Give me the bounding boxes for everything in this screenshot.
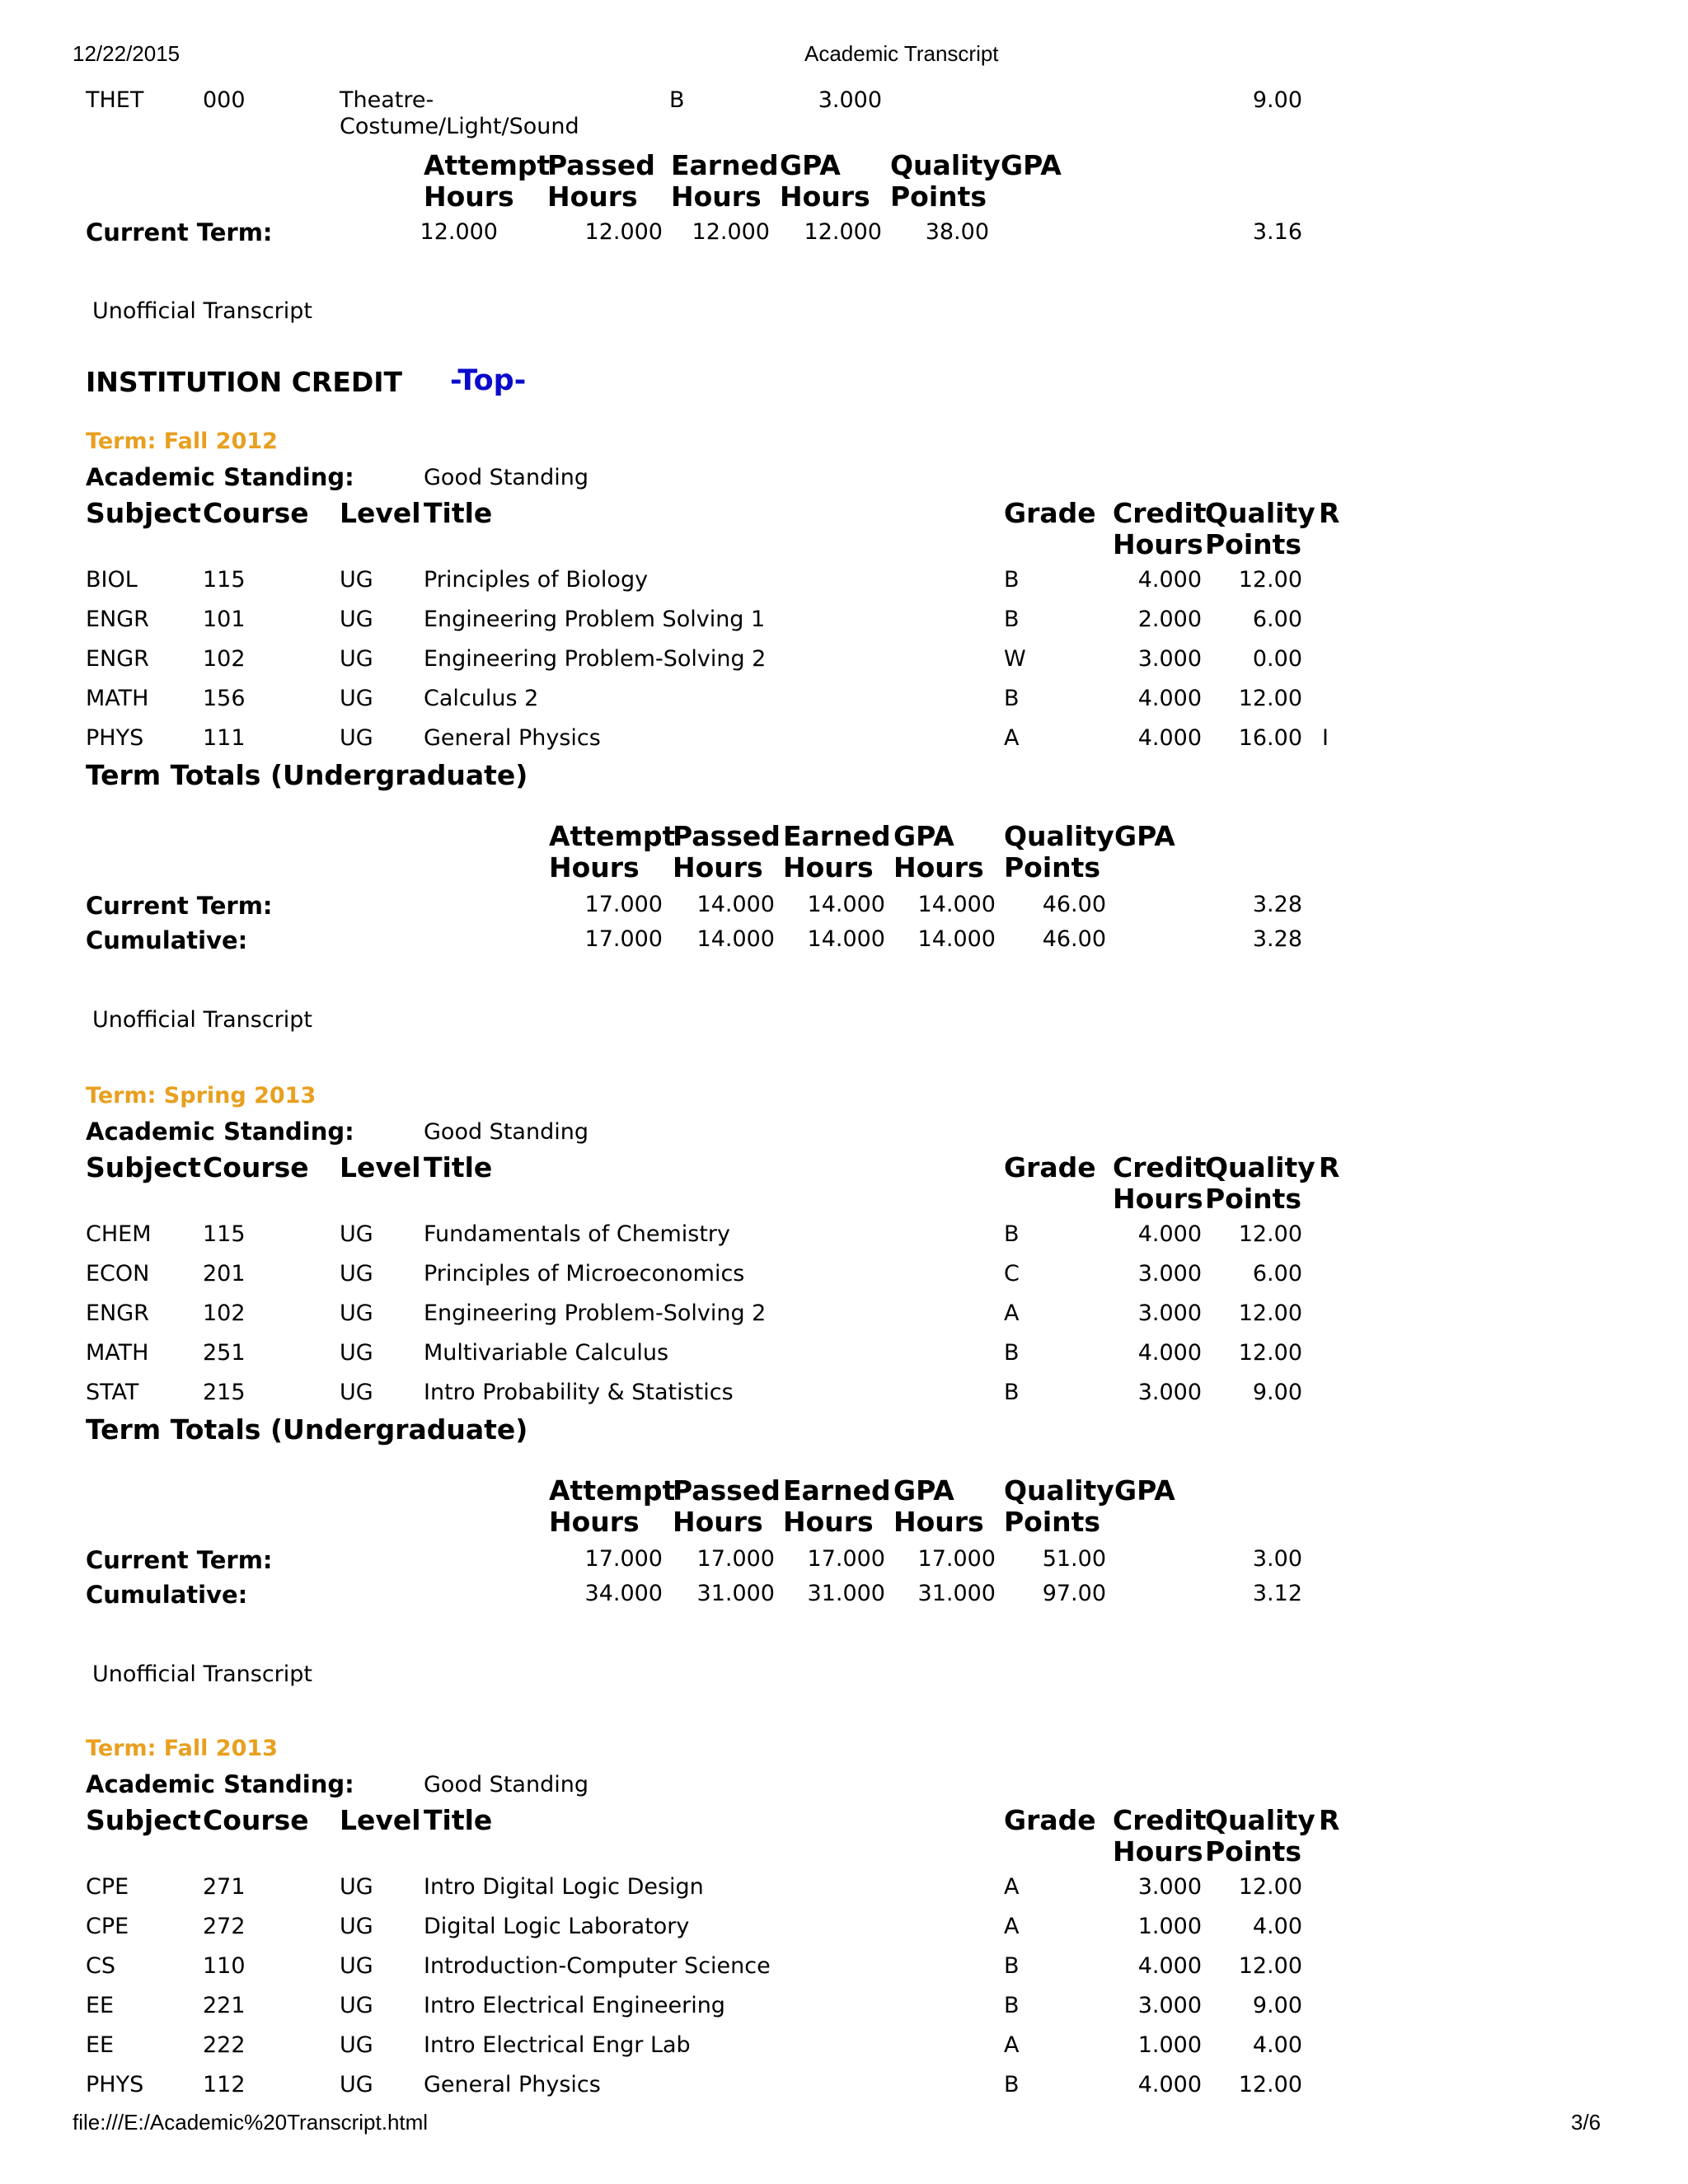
carry-grade: B bbox=[669, 87, 685, 113]
course-quality-points: 6.00 bbox=[1252, 607, 1302, 632]
academic-standing-label: Academic Standing: bbox=[86, 463, 354, 491]
course-number: 251 bbox=[203, 1340, 246, 1366]
col-header-grade: Grade bbox=[1004, 497, 1096, 529]
course-grade: B bbox=[1004, 686, 1020, 711]
col-header-credit: Credit bbox=[1113, 497, 1207, 529]
course-level: UG bbox=[340, 1874, 373, 1900]
carry-current-earned: 12.000 bbox=[692, 219, 770, 245]
course-subject: EE bbox=[86, 2032, 115, 2058]
col-header-r: R bbox=[1319, 1804, 1340, 1836]
course-subject: PHYS bbox=[86, 725, 144, 751]
current-earned-hours: 17.000 bbox=[807, 1546, 885, 1572]
course-grade: W bbox=[1004, 646, 1026, 672]
col-header-credit-hours: Hours bbox=[1113, 1183, 1203, 1215]
course-credit-hours: 4.000 bbox=[1137, 725, 1202, 751]
course-level: UG bbox=[340, 646, 373, 672]
totals-header-earned: Earned bbox=[783, 1474, 891, 1507]
col-header-title: Title bbox=[424, 497, 493, 529]
course-subject: CHEM bbox=[86, 1221, 152, 1247]
course-title: Principles of Biology bbox=[424, 567, 649, 593]
current-label: Current Term: bbox=[86, 892, 273, 920]
carry-current-label: Current Term: bbox=[86, 218, 273, 246]
carry-title-line1: Theatre- bbox=[340, 87, 434, 113]
carry-current-gpa: 3.16 bbox=[1252, 219, 1302, 245]
course-number: 222 bbox=[203, 2032, 246, 2058]
course-number: 201 bbox=[203, 1261, 246, 1286]
course-subject: STAT bbox=[86, 1380, 139, 1405]
course-level: UG bbox=[340, 725, 373, 751]
academic-standing-label: Academic Standing: bbox=[86, 1118, 354, 1146]
course-number: 112 bbox=[203, 2072, 246, 2097]
page-title: Academic Transcript bbox=[804, 41, 999, 66]
col-header-title: Title bbox=[424, 1151, 493, 1183]
current-gpa-hours: 17.000 bbox=[917, 1546, 996, 1572]
course-number: 156 bbox=[203, 686, 246, 711]
col-header-quality: Quality bbox=[1205, 497, 1315, 529]
col-header-quality: Quality bbox=[1205, 1804, 1315, 1836]
course-grade: A bbox=[1004, 725, 1020, 751]
course-title: Intro Electrical Engineering bbox=[424, 1993, 725, 2018]
course-number: 110 bbox=[203, 1953, 246, 1979]
course-credit-hours: 3.000 bbox=[1137, 1380, 1202, 1405]
current-gpa-hours: 14.000 bbox=[917, 892, 996, 917]
cumulative-quality-points: 46.00 bbox=[1042, 926, 1106, 952]
carry-earned-hours: Hours bbox=[671, 180, 762, 213]
carry-current-attempt: 12.000 bbox=[420, 219, 498, 245]
course-grade: B bbox=[1004, 1380, 1020, 1405]
course-quality-points: 4.00 bbox=[1252, 1914, 1302, 1939]
course-quality-points: 12.00 bbox=[1238, 686, 1302, 711]
course-level: UG bbox=[340, 1914, 373, 1939]
course-number: 115 bbox=[203, 567, 246, 593]
course-credit-hours: 3.000 bbox=[1137, 646, 1202, 672]
totals-header-earned-hours: Hours bbox=[783, 851, 874, 883]
carry-passed-hours: Hours bbox=[547, 180, 638, 213]
col-header-level: Level bbox=[340, 1151, 421, 1183]
col-header-credit-hours: Hours bbox=[1113, 1835, 1203, 1868]
course-credit-hours: 4.000 bbox=[1137, 567, 1202, 593]
footer-file-path: file:///E:/Academic%20Transcript.html bbox=[73, 2110, 429, 2135]
totals-header-quality-points: Points bbox=[1004, 1506, 1101, 1538]
course-credit-hours: 3.000 bbox=[1137, 1301, 1202, 1326]
cumulative-passed-hours: 14.000 bbox=[696, 926, 775, 952]
course-title: Engineering Problem-Solving 2 bbox=[424, 646, 767, 672]
col-header-r: R bbox=[1319, 497, 1340, 529]
course-subject: MATH bbox=[86, 686, 149, 711]
course-grade: B bbox=[1004, 2072, 1020, 2097]
totals-header-passed: Passed bbox=[673, 1474, 781, 1507]
course-grade: B bbox=[1004, 1221, 1020, 1247]
course-grade: B bbox=[1004, 567, 1020, 593]
course-title: Multivariable Calculus bbox=[424, 1340, 669, 1366]
course-number: 272 bbox=[203, 1914, 246, 1939]
course-grade: A bbox=[1004, 1914, 1020, 1939]
col-header-quality-points: Points bbox=[1205, 1183, 1302, 1215]
course-level: UG bbox=[340, 2072, 373, 2097]
col-header-course: Course bbox=[203, 497, 309, 529]
academic-standing-value: Good Standing bbox=[424, 1772, 588, 1797]
carry-course: 000 bbox=[203, 87, 246, 113]
cumulative-quality-points: 97.00 bbox=[1042, 1581, 1106, 1606]
cumulative-attempt-hours: 34.000 bbox=[584, 1581, 663, 1606]
course-level: UG bbox=[340, 1261, 373, 1286]
col-header-quality-points: Points bbox=[1205, 1835, 1302, 1868]
course-quality-points: 12.00 bbox=[1238, 1340, 1302, 1366]
totals-header-gpa-hours: Hours bbox=[893, 1506, 984, 1538]
course-title: General Physics bbox=[424, 2072, 601, 2097]
unofficial-transcript-note: Unofficial Transcript bbox=[92, 1661, 312, 1687]
course-grade: B bbox=[1004, 1953, 1020, 1979]
current-passed-hours: 14.000 bbox=[696, 892, 775, 917]
carry-passed-header: Passed bbox=[547, 149, 655, 181]
academic-standing-label: Academic Standing: bbox=[86, 1770, 354, 1798]
term-heading: Term: Fall 2012 bbox=[86, 429, 278, 454]
course-credit-hours: 4.000 bbox=[1137, 1953, 1202, 1979]
col-header-credit-hours: Hours bbox=[1113, 528, 1203, 560]
course-quality-points: 4.00 bbox=[1252, 2032, 1302, 2058]
carry-quality-header: Quality bbox=[890, 149, 1001, 181]
course-number: 221 bbox=[203, 1993, 246, 2018]
totals-header-gpa2: GPA bbox=[1114, 820, 1175, 852]
course-credit-hours: 4.000 bbox=[1137, 1340, 1202, 1366]
col-header-subject: Subject bbox=[86, 1151, 201, 1183]
cumulative-gpa-hours: 14.000 bbox=[917, 926, 996, 952]
cumulative-gpa: 3.12 bbox=[1252, 1581, 1302, 1606]
col-header-course: Course bbox=[203, 1151, 309, 1183]
course-title: Principles of Microeconomics bbox=[424, 1261, 745, 1286]
course-grade: A bbox=[1004, 1301, 1020, 1326]
col-header-subject: Subject bbox=[86, 1804, 201, 1836]
totals-header-quality: Quality bbox=[1004, 820, 1114, 852]
footer-page-number: 3/6 bbox=[1571, 2110, 1601, 2135]
course-subject: PHYS bbox=[86, 2072, 144, 2097]
current-gpa: 3.00 bbox=[1252, 1546, 1302, 1572]
course-subject: BIOL bbox=[86, 567, 138, 593]
current-attempt-hours: 17.000 bbox=[584, 892, 663, 917]
course-number: 102 bbox=[203, 646, 246, 672]
course-quality-points: 12.00 bbox=[1238, 567, 1302, 593]
course-quality-points: 12.00 bbox=[1238, 2072, 1302, 2097]
cumulative-earned-hours: 14.000 bbox=[807, 926, 885, 952]
unofficial-transcript-note: Unofficial Transcript bbox=[92, 298, 312, 324]
carry-hours: 3.000 bbox=[818, 87, 882, 113]
course-subject: CPE bbox=[86, 1914, 129, 1939]
course-grade: B bbox=[1004, 1340, 1020, 1366]
course-grade: A bbox=[1004, 1874, 1020, 1900]
course-quality-points: 12.00 bbox=[1238, 1221, 1302, 1247]
term-heading: Term: Spring 2013 bbox=[86, 1083, 316, 1108]
carry-current-passed: 12.000 bbox=[584, 219, 663, 245]
totals-header-gpa2: GPA bbox=[1114, 1474, 1175, 1507]
totals-header-gpa-hours: Hours bbox=[893, 851, 984, 883]
course-subject: CPE bbox=[86, 1874, 129, 1900]
course-credit-hours: 4.000 bbox=[1137, 1221, 1202, 1247]
course-number: 271 bbox=[203, 1874, 246, 1900]
course-credit-hours: 4.000 bbox=[1137, 686, 1202, 711]
cumulative-label: Cumulative: bbox=[86, 926, 248, 954]
term-totals-heading: Term Totals (Undergraduate) bbox=[86, 759, 528, 791]
col-header-credit: Credit bbox=[1113, 1804, 1207, 1836]
course-level: UG bbox=[340, 2032, 373, 2058]
course-subject: ENGR bbox=[86, 646, 149, 672]
course-grade: B bbox=[1004, 1993, 1020, 2018]
carry-title-line2: Costume/Light/Sound bbox=[340, 114, 579, 139]
course-level: UG bbox=[340, 686, 373, 711]
term-totals-heading: Term Totals (Undergraduate) bbox=[86, 1413, 528, 1446]
col-header-level: Level bbox=[340, 1804, 421, 1836]
term-heading: Term: Fall 2013 bbox=[86, 1736, 278, 1761]
course-grade: B bbox=[1004, 607, 1020, 632]
current-label: Current Term: bbox=[86, 1546, 273, 1574]
current-earned-hours: 14.000 bbox=[807, 892, 885, 917]
course-repeat-indicator: I bbox=[1322, 725, 1329, 751]
col-header-grade: Grade bbox=[1004, 1804, 1096, 1836]
course-credit-hours: 1.000 bbox=[1137, 1914, 1202, 1939]
course-subject: EE bbox=[86, 1993, 115, 2018]
col-header-subject: Subject bbox=[86, 497, 201, 529]
course-grade: C bbox=[1004, 1261, 1020, 1286]
course-title: Intro Electrical Engr Lab bbox=[424, 2032, 691, 2058]
course-level: UG bbox=[340, 1340, 373, 1366]
course-quality-points: 12.00 bbox=[1238, 1301, 1302, 1326]
course-grade: A bbox=[1004, 2032, 1020, 2058]
course-credit-hours: 1.000 bbox=[1137, 2032, 1202, 2058]
cumulative-earned-hours: 31.000 bbox=[807, 1581, 885, 1606]
course-number: 111 bbox=[203, 725, 246, 751]
totals-header-quality-points: Points bbox=[1004, 851, 1101, 883]
col-header-title: Title bbox=[424, 1804, 493, 1836]
course-title: Introduction-Computer Science bbox=[424, 1953, 771, 1979]
totals-header-quality: Quality bbox=[1004, 1474, 1114, 1507]
totals-header-attempt: Attempt bbox=[549, 820, 676, 852]
carry-gpa-header: GPA bbox=[780, 149, 841, 181]
course-subject: ECON bbox=[86, 1261, 150, 1286]
col-header-r: R bbox=[1319, 1151, 1340, 1183]
course-title: Fundamentals of Chemistry bbox=[424, 1221, 730, 1247]
current-quality-points: 51.00 bbox=[1042, 1546, 1106, 1572]
course-quality-points: 16.00 bbox=[1238, 725, 1302, 751]
totals-header-gpa: GPA bbox=[893, 1474, 954, 1507]
print-date: 12/22/2015 bbox=[73, 41, 181, 66]
unofficial-transcript-note: Unofficial Transcript bbox=[92, 1007, 312, 1033]
course-level: UG bbox=[340, 1953, 373, 1979]
cumulative-label: Cumulative: bbox=[86, 1581, 248, 1609]
course-level: UG bbox=[340, 607, 373, 632]
totals-header-earned: Earned bbox=[783, 820, 891, 852]
col-header-credit: Credit bbox=[1113, 1151, 1207, 1183]
totals-header-passed-hours: Hours bbox=[673, 1506, 763, 1538]
totals-header-attempt: Attempt bbox=[549, 1474, 676, 1507]
course-title: Intro Probability & Statistics bbox=[424, 1380, 734, 1405]
course-subject: MATH bbox=[86, 1340, 149, 1366]
current-gpa: 3.28 bbox=[1252, 892, 1302, 917]
col-header-grade: Grade bbox=[1004, 1151, 1096, 1183]
cumulative-passed-hours: 31.000 bbox=[696, 1581, 775, 1606]
cumulative-gpa-hours: 31.000 bbox=[917, 1581, 996, 1606]
totals-header-attempt-hours: Hours bbox=[549, 1506, 640, 1538]
cumulative-gpa: 3.28 bbox=[1252, 926, 1302, 952]
col-header-quality-points: Points bbox=[1205, 528, 1302, 560]
totals-header-passed: Passed bbox=[673, 820, 781, 852]
course-quality-points: 9.00 bbox=[1252, 1380, 1302, 1405]
course-title: Calculus 2 bbox=[424, 686, 539, 711]
course-title: Intro Digital Logic Design bbox=[424, 1874, 704, 1900]
course-credit-hours: 3.000 bbox=[1137, 1874, 1202, 1900]
carry-attempt-header: Attempt bbox=[424, 149, 551, 181]
course-number: 101 bbox=[203, 607, 246, 632]
course-level: UG bbox=[340, 1221, 373, 1247]
current-quality-points: 46.00 bbox=[1042, 892, 1106, 917]
carry-current-gpa-hours: 12.000 bbox=[804, 219, 882, 245]
course-title: General Physics bbox=[424, 725, 601, 751]
col-header-level: Level bbox=[340, 497, 421, 529]
col-header-quality: Quality bbox=[1205, 1151, 1315, 1183]
academic-standing-value: Good Standing bbox=[424, 465, 588, 490]
course-quality-points: 0.00 bbox=[1252, 646, 1302, 672]
course-credit-hours: 4.000 bbox=[1137, 2072, 1202, 2097]
course-level: UG bbox=[340, 567, 373, 593]
totals-header-gpa: GPA bbox=[893, 820, 954, 852]
course-subject: ENGR bbox=[86, 1301, 149, 1326]
cumulative-attempt-hours: 17.000 bbox=[584, 926, 663, 952]
carry-subject: THET bbox=[86, 87, 144, 113]
course-quality-points: 12.00 bbox=[1238, 1874, 1302, 1900]
course-credit-hours: 2.000 bbox=[1137, 607, 1202, 632]
current-attempt-hours: 17.000 bbox=[584, 1546, 663, 1572]
carry-earned-header: Earned bbox=[671, 149, 779, 181]
course-title: Digital Logic Laboratory bbox=[424, 1914, 690, 1939]
carry-gpa2-header: GPA bbox=[1001, 149, 1062, 181]
totals-header-passed-hours: Hours bbox=[673, 851, 763, 883]
course-number: 102 bbox=[203, 1301, 246, 1326]
carry-attempt-hours: Hours bbox=[424, 180, 514, 213]
carry-gpa-hours: Hours bbox=[780, 180, 870, 213]
course-number: 215 bbox=[203, 1380, 246, 1405]
col-header-course: Course bbox=[203, 1804, 309, 1836]
course-quality-points: 12.00 bbox=[1238, 1953, 1302, 1979]
carry-points: 9.00 bbox=[1252, 87, 1302, 113]
totals-header-attempt-hours: Hours bbox=[549, 851, 640, 883]
course-level: UG bbox=[340, 1301, 373, 1326]
course-title: Engineering Problem-Solving 2 bbox=[424, 1301, 767, 1326]
course-credit-hours: 3.000 bbox=[1137, 1993, 1202, 2018]
course-subject: ENGR bbox=[86, 607, 149, 632]
academic-standing-value: Good Standing bbox=[424, 1119, 588, 1145]
course-subject: CS bbox=[86, 1953, 115, 1979]
course-quality-points: 6.00 bbox=[1252, 1261, 1302, 1286]
top-link[interactable]: -Top- bbox=[450, 364, 527, 397]
course-level: UG bbox=[340, 1993, 373, 2018]
current-passed-hours: 17.000 bbox=[696, 1546, 775, 1572]
course-level: UG bbox=[340, 1380, 373, 1405]
course-title: Engineering Problem Solving 1 bbox=[424, 607, 766, 632]
totals-header-earned-hours: Hours bbox=[783, 1506, 874, 1538]
institution-credit-heading: INSTITUTION CREDIT bbox=[86, 366, 403, 398]
carry-quality-points: Points bbox=[890, 180, 987, 213]
course-number: 115 bbox=[203, 1221, 246, 1247]
course-quality-points: 9.00 bbox=[1252, 1993, 1302, 2018]
carry-current-quality: 38.00 bbox=[925, 219, 989, 245]
course-credit-hours: 3.000 bbox=[1137, 1261, 1202, 1286]
